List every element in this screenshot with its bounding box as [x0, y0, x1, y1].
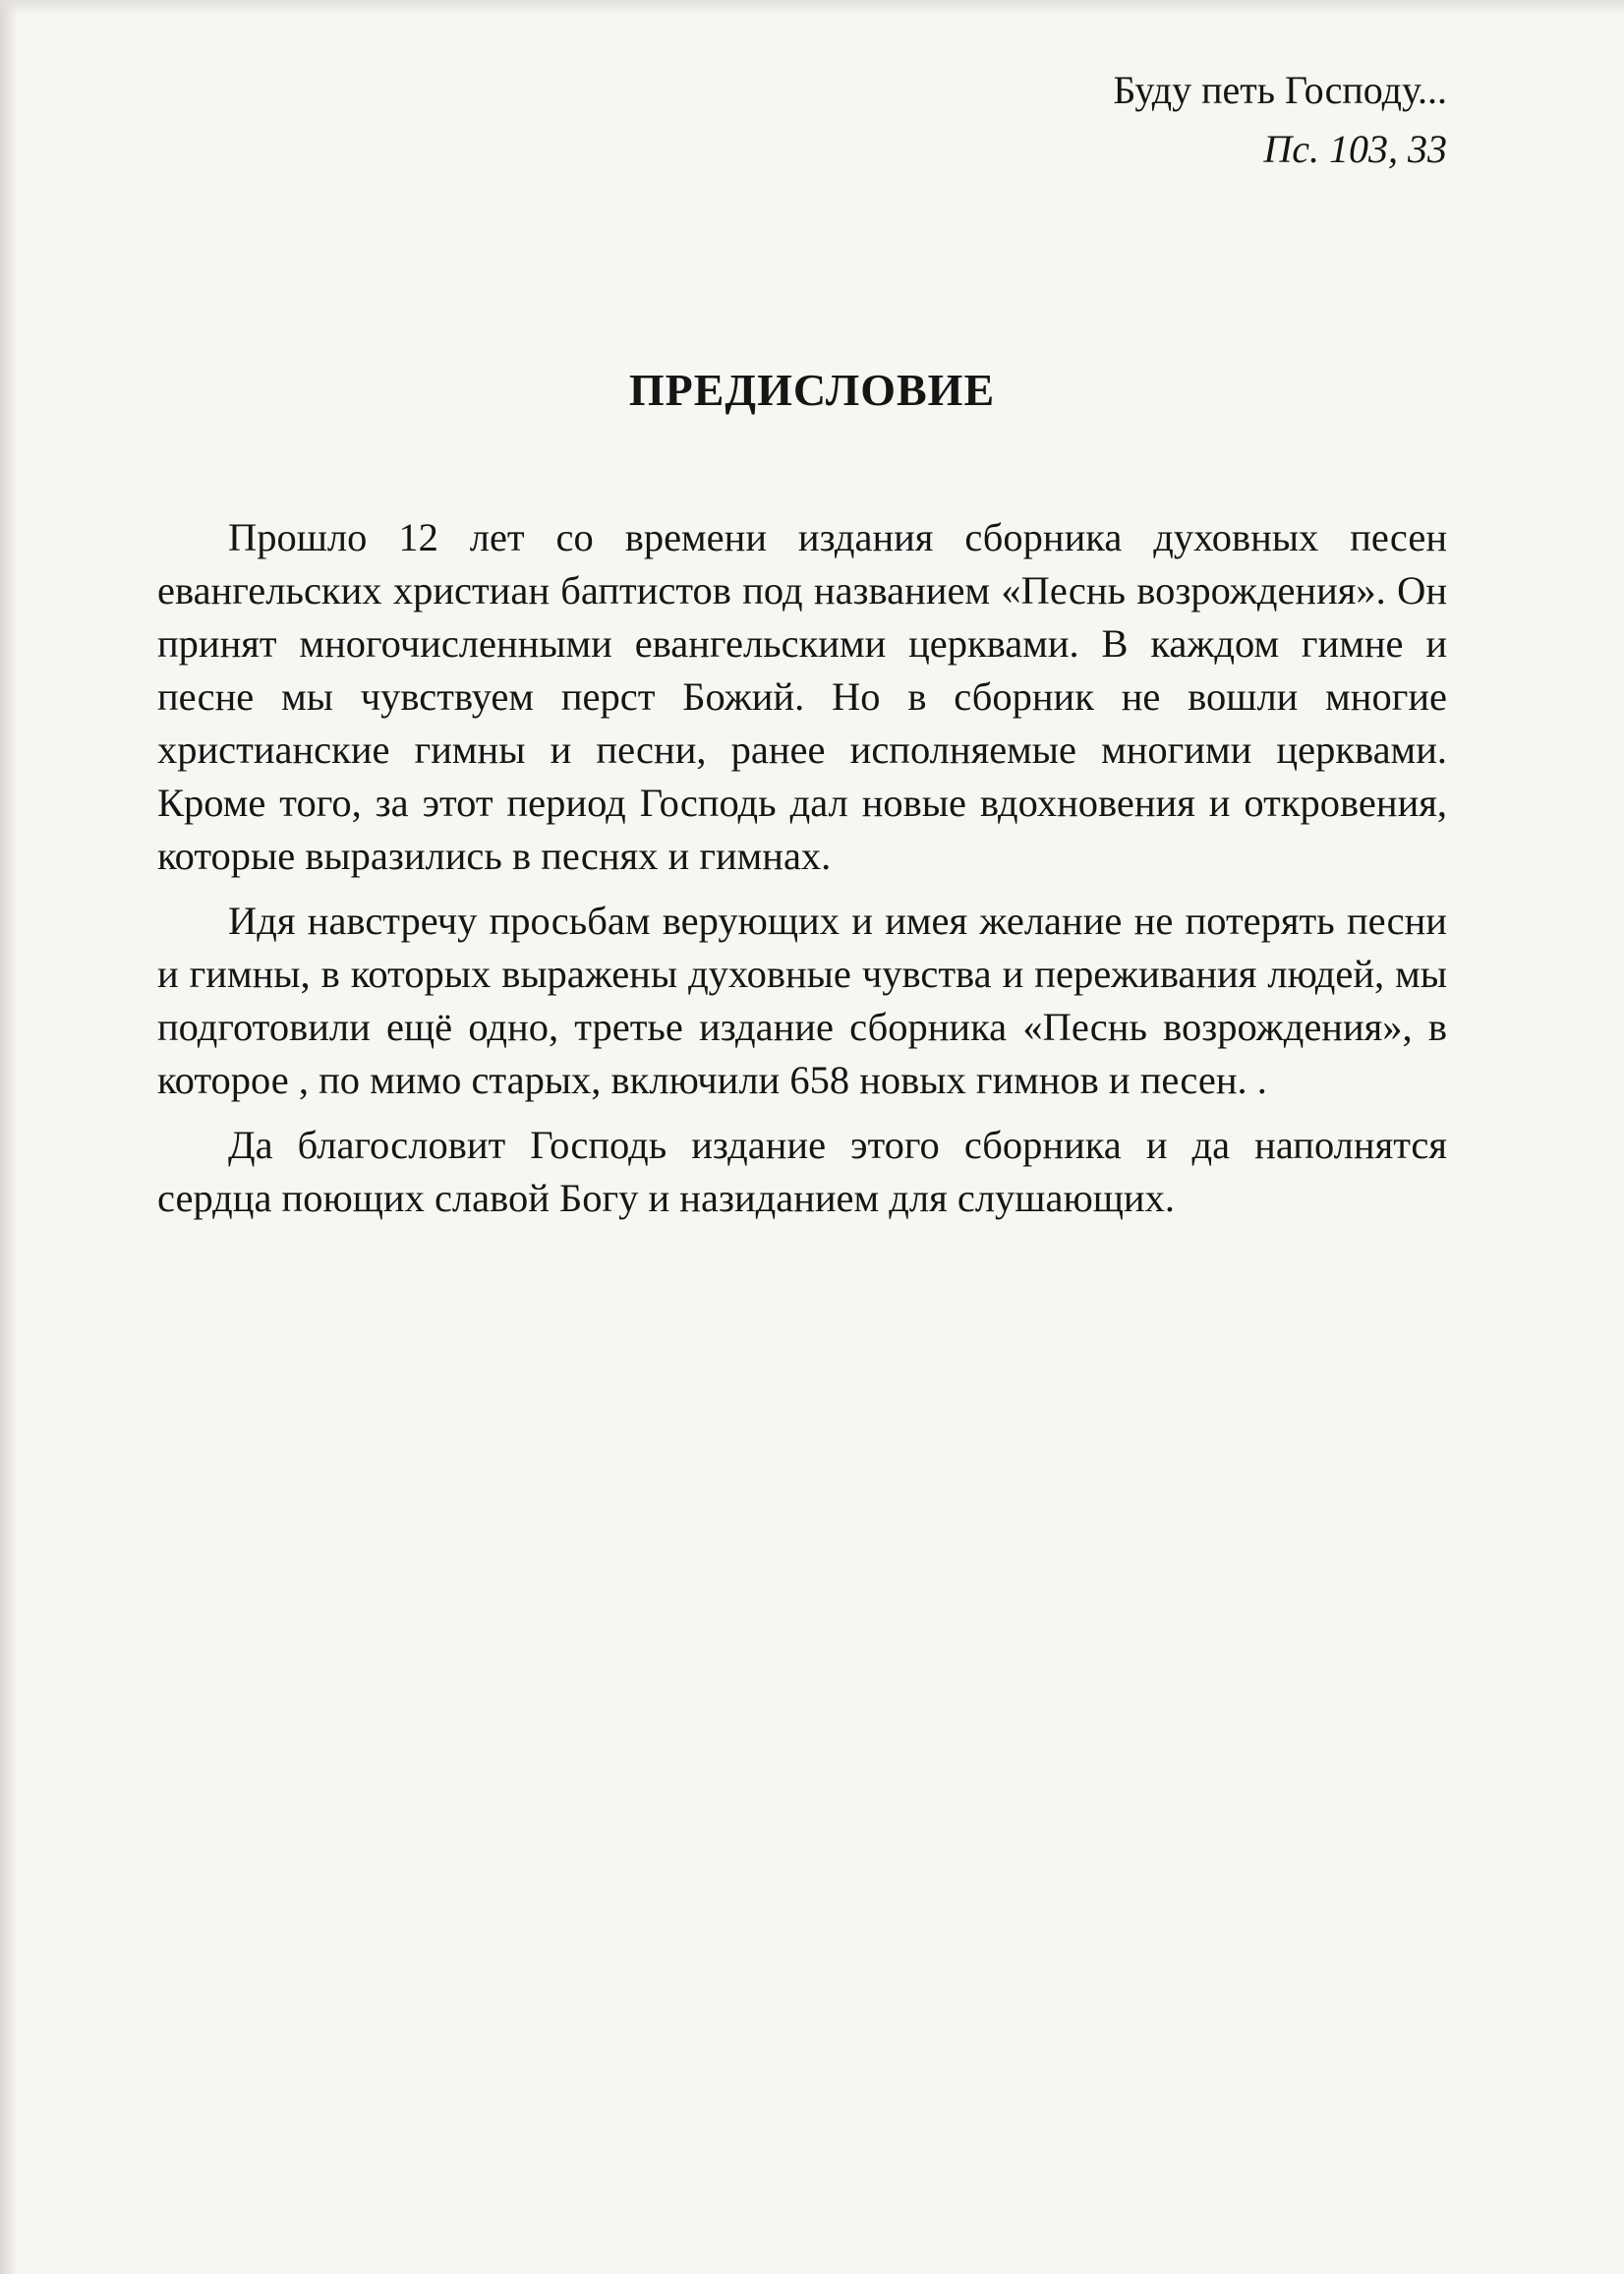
paragraph-1: Прошло 12 лет со времени издания сборника духовных песен евангельских христиан баптистов под названием «Песнь возрождения». Он принят многочисленными евангельскими церквами. В каждом гимне и песне мы чувствуем перст Божий. Но в сборник не вошли многие христианские гимны и песни, ранее исполняемые многими церквами. Кроме того, за этот период Господь дал новые вдохновения и откровения, которые выразились в песнях и гимнах. — [157, 515, 1447, 878]
preface-body — [157, 511, 1447, 1237]
page-edge-shadow — [0, 0, 18, 2274]
paragraph-2: Идя навстречу просьбам верующих и имея желание не потерять песни и гимны, в которых выражены духовные чувства и переживания людей, мы подготовили ещё одно, третье издание сборника «Песнь возрождения», в которое , по мимо старых, включили 658 новых гимнов и песен. . — [157, 899, 1447, 1102]
page-edge-shadow-top — [0, 0, 1624, 14]
page-title: ПРЕДИСЛОВИЕ — [628, 365, 996, 415]
paragraph-3: Да благословит Господь издание этого сборника и да наполнятся сердца поющих славой Богу и назиданием для слушающих. — [157, 1123, 1447, 1220]
epigraph — [1113, 61, 1447, 179]
epigraph-reference: Пс. 103, 33 — [1263, 127, 1447, 171]
epigraph-verse: Буду петь Господу... — [1113, 68, 1447, 112]
